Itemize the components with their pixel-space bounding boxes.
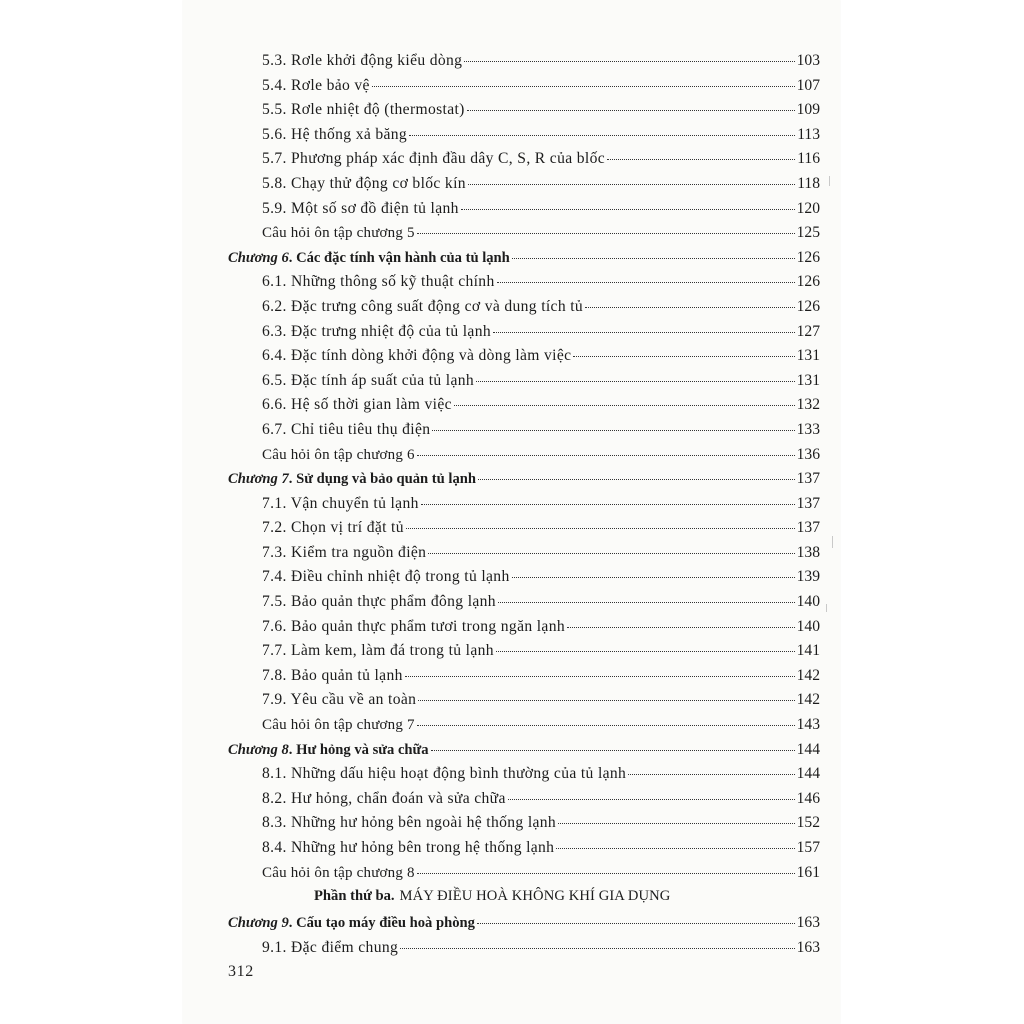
dot-leader [409,135,795,136]
dot-leader [497,282,795,283]
toc-section-row [228,298,820,323]
toc-entry-title: Câu hỏi ôn tập chương 5 [262,225,415,242]
toc-page-number: 141 [796,642,820,660]
toc-page-number: 127 [796,322,820,340]
toc-section-row [228,939,820,964]
toc-page-number: 118 [797,174,820,192]
toc-page-number: 140 [796,593,820,611]
toc-page-number: 144 [796,765,820,783]
chapter-title: Các đặc tính vận hành của tủ lạnh [296,249,510,266]
toc-page-number: 107 [796,76,820,94]
toc-page-number: 116 [797,150,820,168]
toc-section-row [228,568,820,593]
toc-section-row [228,52,820,77]
dot-leader [477,923,795,924]
chapter-separator: . [288,915,297,932]
chapter-label: Chương 6 [228,249,289,266]
toc-entry-title: 5.9. Một số sơ đồ điện tủ lạnh [262,199,459,217]
toc-section-row [228,593,820,618]
dot-leader [405,676,795,677]
dot-leader [508,799,795,800]
toc-entry-title: 7.7. Làm kem, làm đá trong tủ lạnh [262,642,494,660]
toc-page-number: 146 [796,789,820,807]
toc-entry-title: 8.2. Hư hỏng, chẩn đoán và sửa chữa [262,789,506,807]
toc-section-row [228,790,820,815]
toc-entry-title: 6.3. Đặc trưng nhiệt độ của tủ lạnh [262,322,491,340]
dot-leader [512,258,795,259]
toc-review-row [228,716,820,741]
toc-section-row [228,323,820,348]
toc-page-number: 137 [796,494,820,512]
toc-section-row [228,495,820,520]
dot-leader [417,725,795,726]
toc-page-number: 142 [796,666,820,684]
toc-section-row [228,667,820,692]
toc-page-number: 163 [796,914,820,932]
toc-entry-title: 7.9. Yêu cầu về an toàn [262,691,417,709]
toc-page-number: 137 [796,519,820,537]
dot-leader [431,750,795,751]
dot-leader [607,159,795,160]
dot-leader [417,233,795,234]
toc-entry-title: 5.7. Phương pháp xác định đầu dây C, S, R của blốc [262,150,605,168]
toc-entry-title: 7.1. Vận chuyển tủ lạnh [262,494,419,512]
toc-page-number: 143 [796,716,820,734]
dot-leader [512,577,795,578]
toc-page-number: 144 [796,740,820,758]
toc-section-row [228,347,820,372]
chapter-title: Hư hỏng và sửa chữa [296,741,429,758]
toc-page-number: 161 [796,863,820,881]
toc-page-number: 140 [796,617,820,635]
toc-review-row [228,446,820,471]
toc-entry-title: 5.3. Rơle khởi động kiểu dòng [262,52,463,69]
dot-leader [468,184,795,185]
toc-section-row [228,814,820,839]
dot-leader [406,528,795,529]
toc-section-row [228,101,820,126]
toc-entry-title: 7.2. Chọn vị trí đặt tủ [262,519,404,537]
toc-entry-title: 8.3. Những hư hỏng bên ngoài hệ thống lạnh [262,814,557,832]
toc-section-row [228,421,820,446]
chapter-label: Chương 9 [228,915,289,932]
toc-entry-title: 6.2. Đặc trưng công suất động cơ và dung tích tủ [262,297,584,315]
toc-page-number: 136 [796,445,820,463]
toc-section-row [228,618,820,643]
toc-entry-title: 6.6. Hệ số thời gian làm việc [262,396,452,414]
part-label: Phần thứ ba. [314,888,395,905]
toc-section-row [228,273,820,298]
toc-page-number: 126 [796,248,820,266]
toc-page-number: 157 [796,839,820,856]
toc-chapter-row [228,741,820,766]
dot-leader [556,848,794,849]
toc-section-row [228,839,820,864]
chapter-separator: . [288,741,297,758]
scan-mark [826,604,827,612]
toc-page-number: 131 [796,371,820,389]
dot-leader [417,873,795,874]
toc-chapter-row [228,914,820,939]
toc-page-number: 126 [796,297,820,315]
dot-leader [558,823,795,824]
dot-leader [372,86,795,87]
chapter-label: Chương 8 [228,741,289,758]
scan-mark [832,536,833,548]
toc-section-row [228,765,820,790]
chapter-separator: . [288,249,297,266]
chapter-title: Sử dụng và bảo quản tủ lạnh [296,471,477,488]
toc-page-number: 142 [796,691,820,709]
toc-section-row [228,175,820,200]
dot-leader [417,455,795,456]
toc-page-number: 139 [796,568,820,586]
dot-leader [567,627,795,628]
toc-entry-title: 7.3. Kiểm tra nguồn điện [262,543,427,561]
toc-entry-title: 6.4. Đặc tính dòng khởi động và dòng làm việc [262,347,572,365]
toc-entry-title: 7.8. Bảo quản tủ lạnh [262,666,403,684]
dot-leader [461,209,795,210]
toc-page-number: 163 [796,938,820,956]
toc-page-number: 138 [796,543,820,561]
toc-section-row [228,691,820,716]
dot-leader [418,700,794,701]
toc-section-row [228,396,820,421]
toc-entry-title: 9.1. Đặc điểm chung [262,938,399,956]
page-number: 312 [228,963,254,980]
chapter-label: Chương 7 [228,471,289,488]
toc-entry-title: 5.4. Rơle bảo vệ [262,76,370,94]
toc-section-row [228,200,820,225]
dot-leader [400,948,794,949]
table-of-contents [228,52,820,963]
toc-entry-title: 6.7. Chỉ tiêu tiêu thụ điện [262,420,431,438]
toc-page-number: 103 [796,52,820,69]
chapter-title: Cấu tạo máy điều hoà phòng [296,915,475,932]
toc-page-number: 109 [796,101,820,119]
toc-section-row [228,372,820,397]
toc-entry-title: 7.4. Điều chỉnh nhiệt độ trong tủ lạnh [262,568,510,586]
dot-leader [498,602,795,603]
toc-entry-title: 5.6. Hệ thống xả băng [262,125,408,143]
toc-review-row [228,224,820,249]
dot-leader [454,405,795,406]
toc-page-number: 120 [796,199,820,217]
toc-page-number: 126 [796,273,820,291]
toc-review-row [228,864,820,889]
toc-entry-title: 6.1. Những thông số kỹ thuật chính [262,273,495,291]
part-heading [228,888,820,914]
toc-chapter-row [228,249,820,274]
toc-page-number: 113 [797,125,820,143]
toc-page-number: 133 [796,420,820,438]
toc-entry-title: Câu hỏi ôn tập chương 8 [262,864,415,881]
dot-leader [478,479,795,480]
dot-leader [585,307,795,308]
dot-leader [573,356,794,357]
dot-leader [628,774,794,775]
toc-section-row [228,150,820,175]
dot-leader [432,430,794,431]
toc-section-row [228,77,820,102]
toc-page-number: 152 [796,814,820,832]
toc-page-number: 132 [796,396,820,414]
dot-leader [428,553,794,554]
dot-leader [421,504,795,505]
toc-section-row [228,519,820,544]
chapter-separator: . [288,471,297,488]
toc-page-number: 125 [796,224,820,242]
scan-mark [829,176,830,186]
toc-chapter-row [228,470,820,495]
toc-entry-title: Câu hỏi ôn tập chương 7 [262,717,415,734]
toc-entry-title: 5.5. Rơle nhiệt độ (thermostat) [262,101,465,119]
toc-entry-title: 5.8. Chạy thử động cơ blốc kín [262,174,466,192]
toc-entry-title: 7.5. Bảo quản thực phẩm đông lạnh [262,593,496,611]
toc-section-row [228,544,820,569]
toc-entry-title: 7.6. Bảo quản thực phẩm tươi trong ngăn lạnh [262,617,565,635]
toc-entry-title: 8.1. Những dấu hiệu hoạt động bình thường của tủ lạnh [262,765,627,783]
part-title: MÁY ĐIỀU HOÀ KHÔNG KHÍ GIA DỤNG [399,888,671,905]
dot-leader [464,61,794,62]
dot-leader [476,381,795,382]
toc-entry-title: Câu hỏi ôn tập chương 6 [262,446,415,463]
toc-page-number: 137 [796,470,820,488]
toc-entry-title: 6.5. Đặc tính áp suất của tủ lạnh [262,371,475,389]
dot-leader [467,110,795,111]
dot-leader [496,651,795,652]
toc-page-number: 131 [796,347,820,365]
toc-entry-title: 8.4. Những hư hỏng bên trong hệ thống lạnh [262,839,555,856]
dot-leader [493,332,795,333]
toc-section-row [228,642,820,667]
toc-section-row [228,126,820,151]
